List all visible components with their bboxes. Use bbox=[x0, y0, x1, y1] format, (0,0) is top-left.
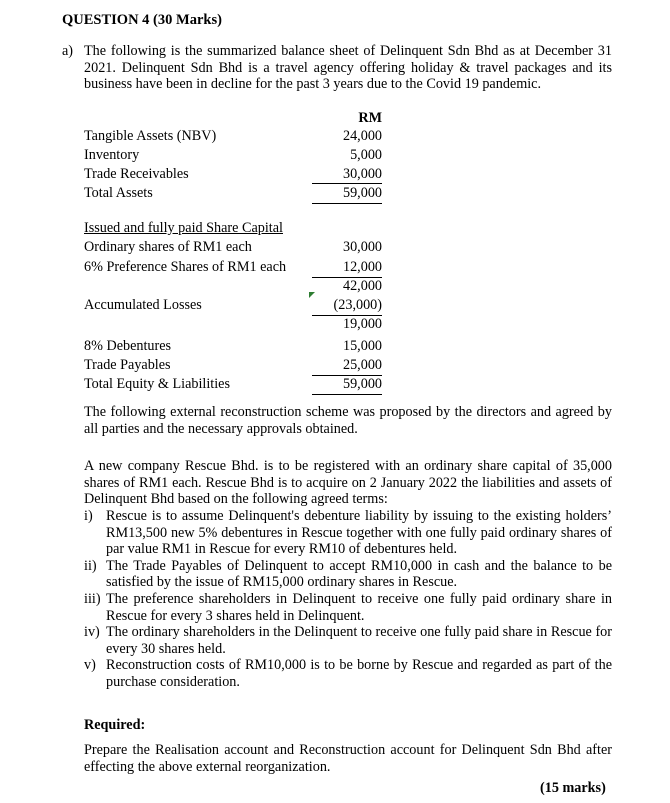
net-equity-amount: 19,000 bbox=[342, 316, 382, 332]
accumulated-losses-label: Accumulated Losses bbox=[84, 297, 202, 313]
list-item bbox=[84, 558, 612, 591]
total-assets-label: Total Assets bbox=[84, 185, 153, 201]
subtotal-rule bbox=[312, 183, 382, 184]
total-rule bbox=[312, 203, 382, 204]
capital-label: 6% Preference Shares of RM1 each bbox=[84, 259, 287, 275]
liability-label: 8% Debentures bbox=[84, 338, 172, 354]
list-item-text: Reconstruction costs of RM10,000 is to be borne by Rescue and regarded as part of the purchase consideration. bbox=[106, 657, 612, 690]
list-item-text: Rescue is to assume Delinquent's debenture liability by issuing to the existing holders’ RM13,500 new 5% debentures in Rescue together with one fully paid ordinary shares of par value RM1 in Rescue for every RM10 of debentures held. bbox=[106, 508, 612, 558]
accumulated-losses-amount: (23,000) bbox=[333, 297, 382, 313]
list-item-text: The preference shareholders in Delinquent to receive one fully paid ordinary share in Rescue for every 3 shares held in Delinquent. bbox=[106, 590, 612, 624]
asset-label: Inventory bbox=[84, 147, 140, 163]
part-a-intro: The following is the summarized balance sheet of Delinquent Sdn Bhd as at December 31 2021. Delinquent Sdn Bhd is a travel agency offering holiday & travel packages and its business have been in decline for the past 3 years due to the Covid 19 pandemic. bbox=[84, 43, 612, 93]
required-heading: Required: bbox=[84, 717, 146, 733]
part-a-marker: a) bbox=[62, 43, 74, 59]
list-item-number: v) bbox=[84, 657, 96, 674]
list-item bbox=[84, 624, 612, 657]
asset-amount: 5,000 bbox=[350, 147, 382, 163]
total-rule bbox=[312, 394, 382, 395]
terms-intro: A new company Rescue Bhd. is to be registered with an ordinary share capital of 35,000 shares of RM1 each. Rescue Bhd is to acquire on 2 January 2022 the liabilities and assets of Delinquent Bhd based on the following agreed terms: bbox=[84, 458, 612, 508]
list-item-number: iii) bbox=[84, 590, 101, 607]
question-heading: QUESTION 4 (30 Marks) bbox=[62, 12, 222, 28]
list-item-number: iv) bbox=[84, 624, 100, 641]
capital-subtotal: 42,000 bbox=[342, 278, 382, 294]
liability-amount: 15,000 bbox=[342, 338, 382, 354]
total-liabilities-label: Total Equity & Liabilities bbox=[84, 376, 230, 392]
asset-label: Tangible Assets (NBV) bbox=[84, 128, 217, 144]
currency-header: RM bbox=[358, 110, 382, 126]
list-item bbox=[84, 591, 612, 624]
asset-label: Trade Receivables bbox=[84, 166, 189, 182]
list-item-number: ii) bbox=[84, 557, 97, 574]
asset-amount: 30,000 bbox=[342, 166, 382, 182]
list-item bbox=[84, 657, 612, 690]
required-text: Prepare the Realisation account and Reconstruction account for Delinquent Sdn Bhd after effecting the above external reorganization. bbox=[84, 742, 612, 775]
total-liabilities-amount: 59,000 bbox=[342, 376, 382, 392]
list-item-number: i) bbox=[84, 508, 93, 524]
marks-label: (15 marks) bbox=[540, 780, 606, 796]
liability-amount: 25,000 bbox=[342, 357, 382, 373]
scheme-paragraph: The following external reconstruction scheme was proposed by the directors and agreed by all parties and the necessary approvals obtained. bbox=[84, 404, 612, 437]
list-item-text: The ordinary shareholders in the Delinquent to receive one fully paid share in Rescue for every 30 shares held. bbox=[106, 624, 612, 657]
liability-label: Trade Payables bbox=[84, 357, 171, 373]
capital-label: Ordinary shares of RM1 each bbox=[84, 239, 252, 255]
list-item bbox=[84, 508, 612, 558]
capital-heading: Issued and fully paid Share Capital bbox=[84, 220, 283, 236]
terms-list bbox=[84, 508, 612, 691]
asset-amount: 24,000 bbox=[342, 128, 382, 144]
capital-amount: 12,000 bbox=[342, 259, 382, 275]
capital-amount: 30,000 bbox=[342, 239, 382, 255]
total-assets-amount: 59,000 bbox=[342, 185, 382, 201]
list-item-text: The Trade Payables of Delinquent to accept RM10,000 in cash and the balance to be satisfied by the issue of RM15,000 ordinary shares in Rescue. bbox=[106, 557, 612, 591]
